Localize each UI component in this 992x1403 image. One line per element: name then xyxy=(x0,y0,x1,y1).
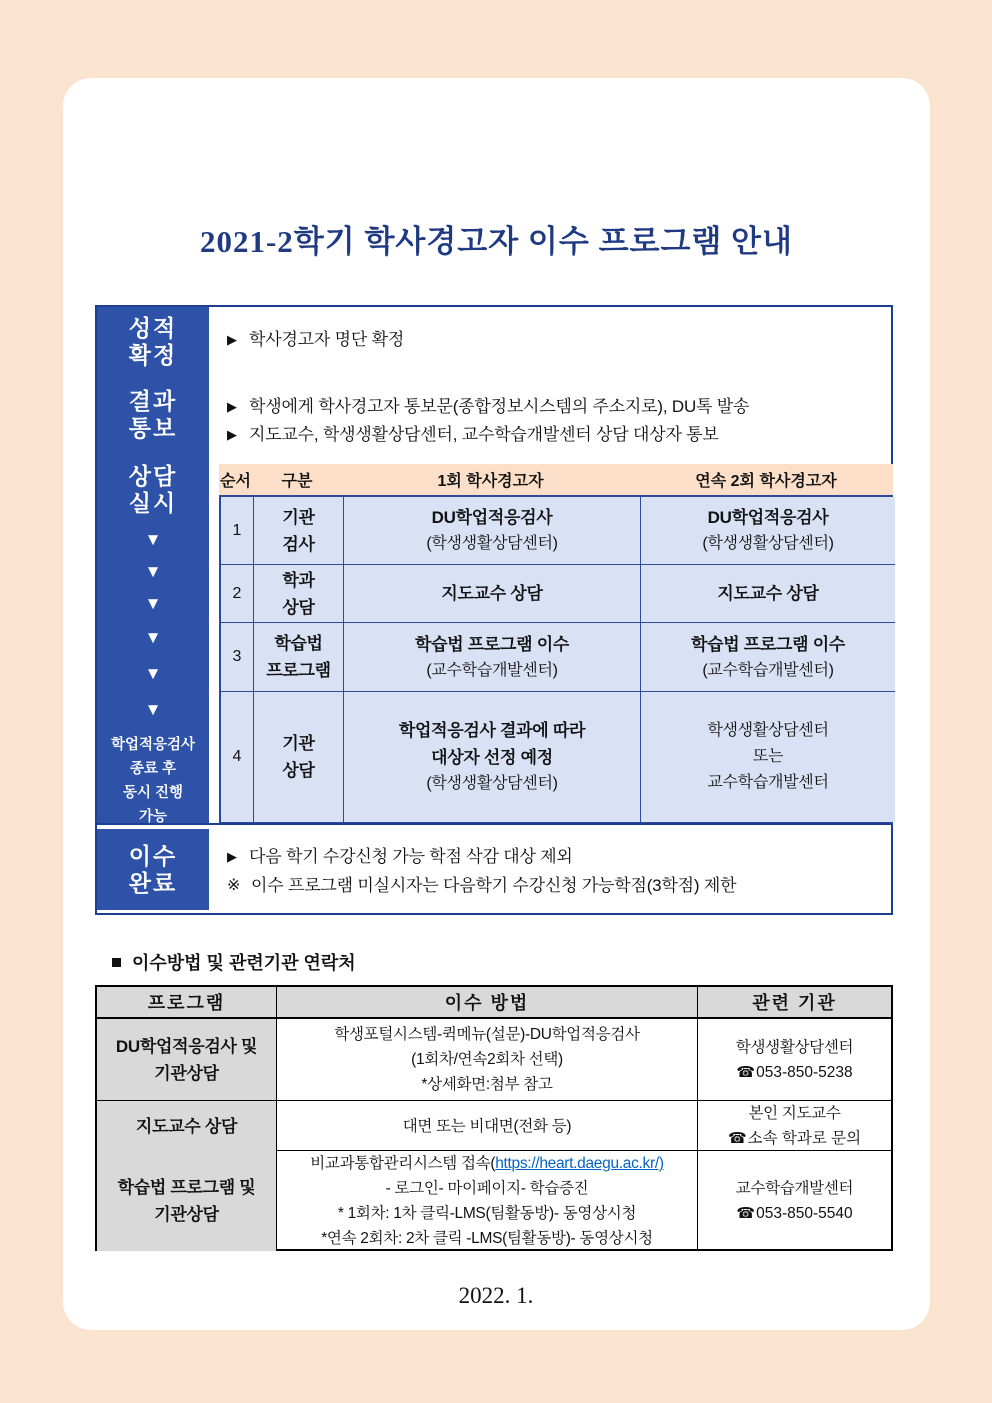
cell-text: 지도교수 상담 xyxy=(135,1116,238,1136)
table-cell xyxy=(221,692,254,822)
table-cell xyxy=(254,497,344,565)
flow-sidebar-completion xyxy=(97,829,209,910)
down-arrow-icon: ▼ xyxy=(144,664,162,683)
down-arrow-icon: ▼ xyxy=(144,562,162,581)
cell-text: 지도교수 상담 xyxy=(441,584,543,603)
cell-text: 기관상담 xyxy=(154,1063,219,1083)
table-cell xyxy=(221,565,254,623)
table-cell xyxy=(344,565,641,623)
cell-text: * 1회차: 1차 클릭-LMS(팀활동방)- 동영상시청 xyxy=(337,1205,637,1222)
cell-text: 학과 xyxy=(282,570,315,590)
column-header: 구분 xyxy=(281,473,313,490)
table-cell xyxy=(254,565,344,623)
sidebar-step-counseling xyxy=(97,463,209,517)
table-cell xyxy=(254,623,344,692)
program-cell xyxy=(97,1101,277,1151)
sidebar-step-line: 상담 xyxy=(128,463,178,489)
sidebar-note xyxy=(97,733,209,829)
sidebar-note-line: 학업적응검사 xyxy=(110,737,196,753)
table-cell xyxy=(221,497,254,565)
table-cell xyxy=(344,497,641,565)
program-cell xyxy=(97,1151,277,1251)
method-cell xyxy=(277,1151,698,1251)
org-cell xyxy=(698,1019,891,1100)
flow-item-text: 지도교수, 학생생활상담센터, 교수학습개발센터 상담 대상자 통보 xyxy=(249,425,719,444)
column-header-text: 관련 기관 xyxy=(752,993,837,1013)
square-bullet-icon xyxy=(112,958,121,967)
sidebar-note-line: 종료 후 xyxy=(129,761,177,777)
flow-item-text: 학사경고자 명단 확정 xyxy=(249,330,405,349)
table-cell xyxy=(344,692,641,822)
cell-text: DU학업적응검사 xyxy=(707,508,829,527)
cell-text: 교수학습개발센터 xyxy=(707,774,829,791)
flow-item xyxy=(227,396,749,418)
cell-text: 상담 xyxy=(282,597,315,617)
cell-text: 대상자 선정 예정 xyxy=(431,748,553,767)
cell-text: 학습법 프로그램 이수 xyxy=(691,634,845,654)
column-header xyxy=(698,987,891,1017)
cell-text: (학생생활상담센터) xyxy=(702,535,834,552)
link-prefix-text: 비교과통합관리시스템 접속( xyxy=(310,1155,496,1172)
table-cell xyxy=(641,692,895,822)
table-cell xyxy=(344,623,641,692)
table-cell xyxy=(641,565,895,623)
cell-text: 지도교수 상담 xyxy=(717,584,819,603)
triangle-bullet-icon: ▶ xyxy=(227,849,237,864)
heart-system-link[interactable]: https://heart.daegu.ac.kr/) xyxy=(495,1155,664,1172)
org-name: 본인 지도교수 xyxy=(748,1105,841,1122)
contact-table xyxy=(95,985,893,1251)
org-name: 교수학습개발센터 xyxy=(735,1180,854,1197)
cell-text: (1회차/연속2회차 선택) xyxy=(411,1051,563,1068)
cell-text: *연속 2회차: 2차 클릭 -LMS(팀활동방)- 동영상시청 xyxy=(321,1230,653,1247)
flow-item-text: 이수 프로그램 미실시자는 다음학기 수강신청 가능학점(3학점) 제한 xyxy=(251,876,737,895)
contact-section-heading-label: 이수방법 및 관련기관 연락처 xyxy=(132,953,356,973)
flow-item xyxy=(227,424,719,446)
triangle-bullet-icon: ▶ xyxy=(227,399,237,414)
flow-item xyxy=(227,329,404,351)
cell-text: (학생생활상담센터) xyxy=(426,535,558,552)
column-header xyxy=(277,987,698,1017)
sidebar-note-line: 동시 진행 xyxy=(122,785,184,801)
table-cell xyxy=(641,497,895,565)
down-arrow-icon: ▼ xyxy=(144,628,162,647)
cell-text: 기관 xyxy=(282,734,315,753)
sidebar-step-completion xyxy=(97,843,209,897)
flow-table xyxy=(95,305,893,915)
cell-text: (교수학습개발센터) xyxy=(702,661,834,679)
cell-text: 기관상담 xyxy=(154,1205,219,1224)
phone-icon: ☎ xyxy=(736,1063,756,1081)
cell-text: 상담 xyxy=(282,761,315,780)
phone-number: 053-850-5238 xyxy=(756,1063,853,1081)
reference-mark-icon: ※ xyxy=(227,877,241,894)
table-cell xyxy=(221,623,254,692)
sidebar-step-grade-confirm xyxy=(97,315,209,369)
down-arrow-icon: ▼ xyxy=(144,530,162,549)
sidebar-step-line: 이수 xyxy=(128,843,178,869)
flow-item xyxy=(227,875,736,897)
sidebar-step-line: 완료 xyxy=(128,870,178,896)
column-header xyxy=(97,987,277,1017)
triangle-bullet-icon: ▶ xyxy=(227,427,237,442)
column-header: 1회 학사경고자 xyxy=(437,473,544,490)
org-cell xyxy=(698,1151,891,1251)
counseling-table-body xyxy=(219,495,893,824)
cell-text: (교수학습개발센터) xyxy=(426,661,558,679)
page-title: 2021-2학기 학사경고자 이수 프로그램 안내 xyxy=(199,224,793,259)
cell-text: *상세화면:첨부 참고 xyxy=(421,1076,553,1093)
cell-text: 프로그램 xyxy=(266,661,331,680)
cell-text: 학업적응검사 결과에 따라 xyxy=(398,721,586,740)
counseling-table-header xyxy=(219,464,893,495)
table-row xyxy=(97,1019,891,1101)
cell-text: 학생포털시스템-퀵메뉴(설문)-DU학업적응검사 xyxy=(334,1026,640,1043)
sidebar-note-line: 가능 xyxy=(138,809,167,825)
cell-text: 4 xyxy=(232,748,242,765)
cell-text: 학습법 프로그램 및 xyxy=(117,1178,256,1197)
method-cell xyxy=(277,1019,698,1100)
cell-text: DU학업적응검사 xyxy=(431,508,553,527)
counseling-table xyxy=(219,464,893,824)
org-name: 학생생활상담센터 xyxy=(735,1038,854,1056)
cell-text: 기관 xyxy=(282,507,315,527)
cell-text: 2 xyxy=(232,584,242,602)
program-cell xyxy=(97,1019,277,1100)
phone-icon: ☎ xyxy=(727,1130,747,1147)
flow-item-text: 다음 학기 수강신청 가능 학점 삭감 대상 제외 xyxy=(249,847,573,866)
table-row xyxy=(97,1151,891,1249)
table-cell xyxy=(641,623,895,692)
phone-number: 소속 학과로 문의 xyxy=(747,1130,862,1147)
cell-text: 또는 xyxy=(752,748,784,765)
sidebar-step-line: 통보 xyxy=(128,415,178,441)
table-row xyxy=(97,1101,891,1151)
cell-text: 대면 또는 비대면(전화 등) xyxy=(402,1117,572,1135)
phone-line xyxy=(736,1201,852,1226)
org-cell xyxy=(698,1101,891,1151)
contact-table-header xyxy=(97,987,891,1019)
cell-text: 학습법 프로그램 이수 xyxy=(415,634,569,654)
table-cell xyxy=(254,692,344,822)
cell-text: 3 xyxy=(232,648,242,665)
column-header: 연속 2회 학사경고자 xyxy=(695,473,837,490)
sidebar-step-line: 성적 xyxy=(128,315,178,341)
sidebar-step-result-notice xyxy=(97,388,209,442)
cell-text: (학생생활상담센터) xyxy=(426,775,558,792)
document-date: 2022. 1. xyxy=(458,1283,534,1308)
down-arrow-icon: ▼ xyxy=(144,594,162,613)
column-header: 순서 xyxy=(220,473,251,490)
triangle-bullet-icon: ▶ xyxy=(227,332,237,347)
column-header-text: 이수 방법 xyxy=(444,993,530,1013)
cell-text: 1 xyxy=(232,521,242,539)
method-cell xyxy=(277,1101,698,1151)
cell-text: DU학업적응검사 및 xyxy=(115,1036,258,1056)
contact-section-heading xyxy=(112,949,356,975)
cell-text: 검사 xyxy=(282,534,315,554)
cell-text: 학생생활상담센터 xyxy=(707,722,829,739)
cell-text-with-link xyxy=(310,1151,663,1176)
phone-line xyxy=(736,1060,852,1085)
flow-item-text: 학생에게 학사경고자 통보문(종합정보시스템의 주소지로), DU톡 발송 xyxy=(249,397,750,416)
down-arrow-icon: ▼ xyxy=(144,700,162,719)
cell-text: 학습법 xyxy=(274,634,323,653)
column-header-text: 프로그램 xyxy=(147,993,226,1013)
sidebar-step-line: 실시 xyxy=(128,490,178,516)
cell-text: - 로그인- 마이페이지- 학습증진 xyxy=(385,1180,589,1197)
flow-table-upper xyxy=(97,307,891,823)
phone-number: 053-850-5540 xyxy=(756,1205,853,1222)
phone-icon: ☎ xyxy=(736,1205,756,1222)
sidebar-step-line: 확정 xyxy=(128,342,178,368)
sidebar-step-line: 결과 xyxy=(128,388,178,414)
flow-table-completion xyxy=(97,823,891,913)
flow-sidebar xyxy=(97,307,209,823)
phone-line xyxy=(728,1126,861,1151)
flow-item xyxy=(227,846,573,868)
